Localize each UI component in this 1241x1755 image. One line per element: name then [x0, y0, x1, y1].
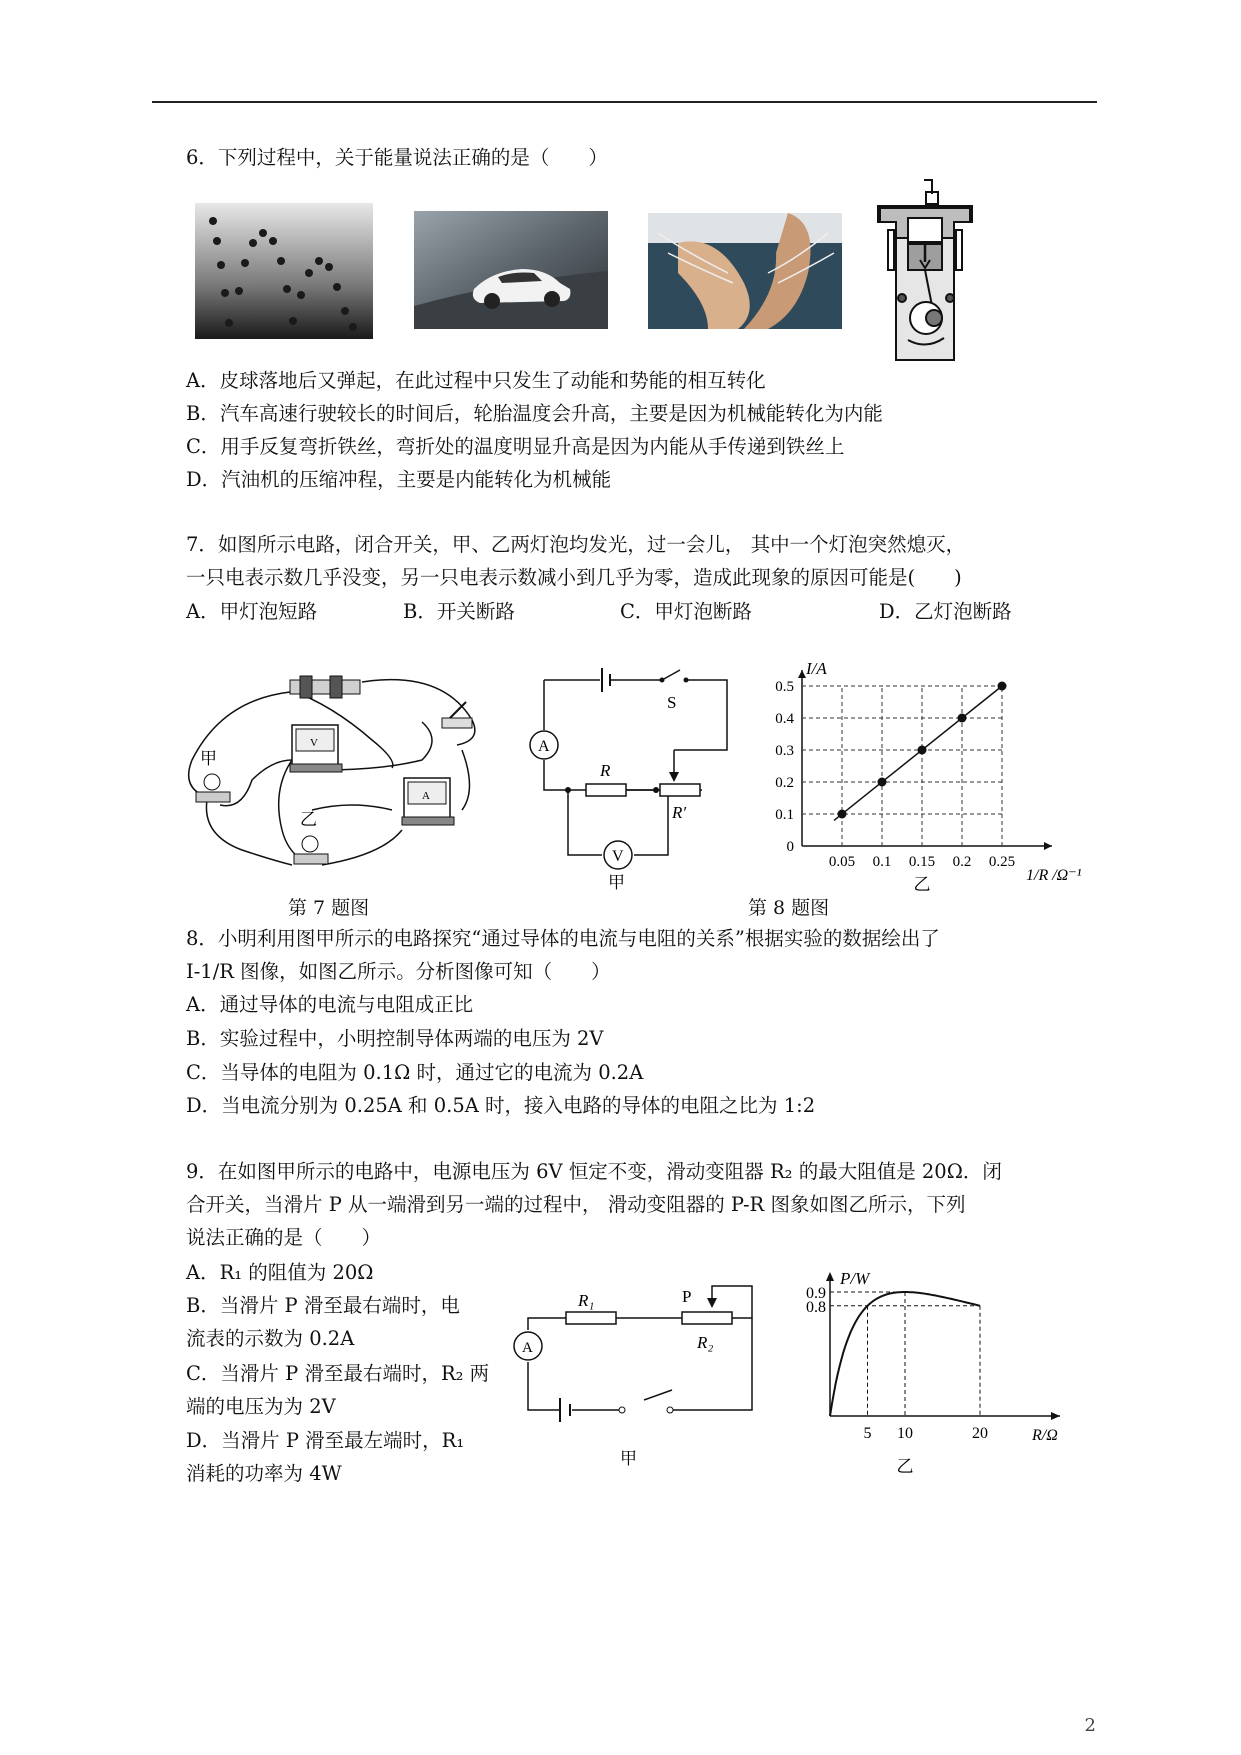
resistor-label: R	[600, 761, 611, 780]
q7-option-b: B．开关断路	[403, 600, 515, 623]
bouncing-ball-photo	[195, 203, 373, 339]
svg-text:V: V	[310, 737, 318, 749]
y-tick-label: 0.9	[806, 1285, 826, 1302]
q8-option-c: C．当导体的电阻为 0.1Ω 时，通过它的电流为 0.2A	[186, 1061, 644, 1084]
lamp-jia-icon	[196, 774, 230, 802]
q9-option-d-line1: D．当滑片 P 滑至最左端时，R₁	[186, 1429, 465, 1452]
q6-option-b: B．汽车高速行驶较长的时间后，轮胎温度会升高，主要是因为机械能转化为内能	[186, 402, 883, 425]
q7-figure-caption: 第 7 题图	[288, 897, 370, 919]
x-tick-label: 0.1	[872, 854, 892, 870]
y-tick-label: 0.3	[775, 743, 794, 759]
data-point	[918, 746, 927, 755]
bending-wire-photo	[648, 213, 842, 329]
circuit-jia-label: 甲	[608, 873, 625, 892]
y-tick-label: 0.5	[775, 679, 794, 695]
r2-symbol	[682, 1312, 732, 1324]
header-rule	[152, 101, 1097, 103]
q8-circuit-jia	[522, 660, 742, 890]
q6-stem: 6．下列过程中，关于能量说法正确的是（ ）	[186, 146, 608, 169]
q7-option-a: A．甲灯泡短路	[186, 600, 318, 623]
r1-label: R₁	[578, 1291, 595, 1310]
r1-symbol	[566, 1312, 616, 1324]
q9-option-d-line2: 消耗的功率为 4W	[186, 1462, 342, 1485]
q6-option-a: A．皮球落地后又弹起，在此过程中只发生了动能和势能的相互转化	[186, 369, 766, 392]
q9-stem-line2: 合开关，当滑片 P 从一端滑到另一端的过程中， 滑动变阻器的 P-R 图象如图乙所示，下列	[186, 1193, 966, 1216]
ammeter-icon	[402, 778, 454, 825]
data-point	[878, 778, 887, 787]
q8-option-d: D．当电流分别为 0.25A 和 0.5A 时，接入电路的导体的电阻之比为 1:2	[186, 1094, 816, 1117]
q8-stem-line2: I-1/R 图像，如图乙所示。分析图像可知（ ）	[186, 960, 611, 983]
graph-yi-label: 乙	[913, 875, 931, 894]
q9-stem-line3: 说法正确的是（ ）	[186, 1226, 382, 1249]
x-tick-label: 20	[972, 1425, 988, 1442]
switch-label: S	[667, 693, 677, 712]
q9-option-b-line2: 流表的示数为 0.2A	[186, 1327, 355, 1350]
y-tick-label: 0.2	[775, 775, 794, 791]
q9-option-c-line1: C．当滑片 P 滑至最右端时，R₂ 两	[186, 1362, 490, 1385]
y-axis-label: P/W	[840, 1269, 870, 1288]
battery-symbol	[560, 1398, 570, 1422]
r2-label: R₂	[697, 1333, 714, 1352]
q7-option-d: D．乙灯泡断路	[879, 600, 1012, 623]
x-tick-label: 0.05	[828, 854, 856, 870]
x-axis-label: R/Ω	[1032, 1427, 1058, 1444]
q8-stem-line1: 8．小明利用图甲所示的电路探究“通过导体的电流与电阻的关系”根据实验的数据绘出了	[186, 927, 940, 950]
q7-stem-line1: 7．如图所示电路，闭合开关，甲、乙两灯泡均发光，过一会儿， 其中一个灯泡突然熄灭，	[186, 533, 966, 556]
q7-stem-line2: 一只电表示数几乎没变，另一只电表示数减小到几乎为零，造成此现象的原因可能是( )	[186, 566, 962, 589]
data-point	[998, 682, 1007, 691]
q8-graph-i-vs-1-over-r	[752, 650, 1082, 895]
graph-yi-label: 乙	[896, 1457, 914, 1476]
battery-icon	[290, 676, 360, 698]
x-tick-label: 0.25	[988, 854, 1016, 870]
q6-option-c: C．用手反复弯折铁丝，弯折处的温度明显升高是因为内能从手传递到铁丝上	[186, 435, 845, 458]
rheostat-label: R′	[672, 803, 687, 822]
lamp-yi-label: 乙	[300, 810, 317, 829]
q7-option-c: C．甲灯泡断路	[620, 600, 752, 623]
slider-label: P	[682, 1287, 692, 1306]
q9-circuit-jia	[512, 1282, 768, 1472]
x-axis-label: 1/R /Ω⁻¹	[1026, 867, 1082, 884]
svg-text:V: V	[612, 848, 624, 865]
fit-line	[834, 686, 1002, 820]
y-axis-label: I/A	[806, 659, 827, 678]
q8-option-a: A．通过导体的电流与电阻成正比	[186, 993, 474, 1016]
voltmeter-icon	[290, 725, 342, 772]
resistor-symbol	[586, 784, 626, 796]
q8-figure-caption: 第 8 题图	[748, 897, 830, 919]
x-tick-label: 0.15	[908, 854, 936, 870]
engine-compression-diagram	[872, 178, 978, 366]
x-axis-arrow	[1044, 842, 1052, 850]
page-number: 2	[1084, 1715, 1096, 1736]
x-tick-label: 10	[897, 1425, 913, 1442]
switch-icon	[442, 702, 472, 728]
q9-stem-line1: 9．在如图甲所示的电路中，电源电压为 6V 恒定不变，滑动变阻器 R₂ 的最大阻值是 20Ω．闭	[186, 1160, 1002, 1183]
y-axis-arrow	[798, 670, 806, 678]
circuit-jia-label: 甲	[620, 1449, 637, 1468]
data-point	[958, 714, 967, 723]
svg-text:A: A	[522, 1340, 533, 1356]
q6-option-d: D．汽油机的压缩冲程，主要是内能转化为机械能	[186, 468, 612, 491]
q8-option-b: B．实验过程中，小明控制导体两端的电压为 2V	[186, 1027, 604, 1050]
svg-text:A: A	[422, 790, 430, 802]
q9-graph-p-vs-r	[790, 1262, 1090, 1482]
y-axis-arrow	[826, 1272, 834, 1281]
battery-symbol	[602, 668, 610, 692]
lamp-jia-label: 甲	[200, 749, 217, 768]
y-tick-label: 0.8	[806, 1298, 826, 1316]
x-axis-arrow	[1051, 1412, 1060, 1420]
svg-text:A: A	[538, 738, 550, 755]
y-tick-label: 0	[786, 839, 794, 855]
q7-circuit-drawing	[182, 660, 494, 875]
x-tick-label: 5	[863, 1425, 872, 1442]
rheostat-symbol	[660, 784, 700, 796]
y-tick-label: 0.1	[775, 807, 794, 823]
lamp-yi-icon	[294, 836, 328, 864]
q9-option-a: A．R₁ 的阻值为 20Ω	[186, 1261, 374, 1284]
y-tick-label: 0.4	[775, 711, 794, 727]
x-tick-label: 0.2	[952, 854, 972, 870]
q9-option-b-line1: B．当滑片 P 滑至最右端时，电	[186, 1294, 460, 1317]
data-point	[838, 810, 847, 819]
speeding-car-photo	[414, 211, 608, 329]
q9-option-c-line2: 端的电压为为 2V	[186, 1395, 336, 1418]
